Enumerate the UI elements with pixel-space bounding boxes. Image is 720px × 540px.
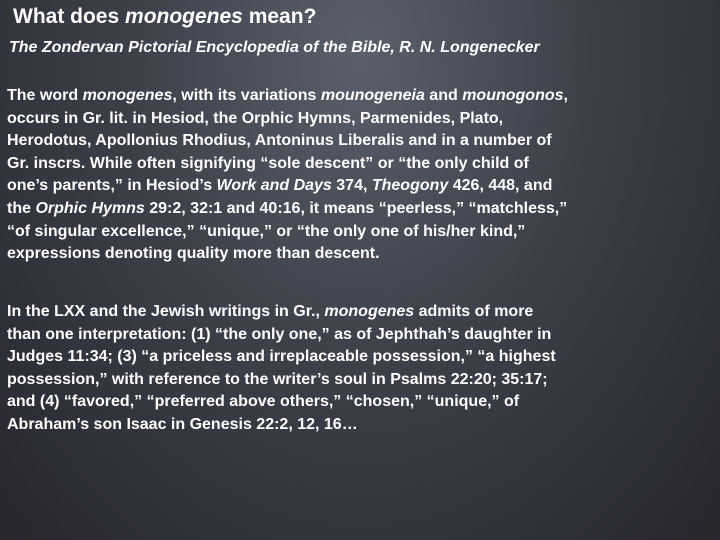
text-run: the [7,199,36,217]
title-orphic-hymns: Orphic Hymns [35,199,145,217]
text-run: , [563,87,568,104]
para2-line-1 [7,301,715,324]
para1-line-3: Herodotus, Apollonius Rhodius, Antoninus Liberalis and in a number of [7,132,552,150]
text-run: 29:2, 32:1 and 40:16, it means “peerless,” “matchless,” [144,199,568,217]
para1-line-6 [7,198,715,221]
para1-line-5 [7,175,715,198]
para1-line-4: Gr. inscrs. While often signifying “sole descent” or “the only child of [7,154,529,172]
paragraph-1 [7,85,715,266]
source-citation: The Zondervan Pictorial Encyclopedia of the Bible, R. N. Longenecker [9,39,540,56]
text-run: one’s parents,” in Hesiod’s [7,177,217,195]
para2-line-3: Judges 11:34; (3) “a priceless and irreplaceable possession,” “a highest [7,348,556,366]
term-mounogonos: mounogonos [462,87,564,104]
title-pre: What does [13,5,126,28]
text-run: , with its variations [172,87,321,104]
para2-line-6: Abraham’s son Isaac in Genesis 22:2, 12, 16… [7,415,358,433]
para1-line-8: expressions denoting quality more than descent. [7,245,380,263]
paragraph-2 [7,301,715,437]
para2-line-5: and (4) “favored,” “preferred above others,” “chosen,” “unique,” of [7,393,520,411]
title-work-and-days: Work and Days [216,177,332,195]
para1-line-7: “of singular excellence,” “unique,” or “the only one of his/her kind,” [7,222,526,240]
para2-line-4: possession,” with reference to the writer’s soul in Psalms 22:20; 35:17; [7,370,548,388]
title-post: mean? [242,5,317,28]
term-mounogeneia: mounogeneia [320,87,425,104]
para2-line-2: than one interpretation: (1) “the only one,” as of Jephthah’s daughter in [7,325,552,343]
text-run: 426, 448, and [448,177,553,195]
text-run: In the LXX and the Jewish writings in Gr., [7,303,325,320]
text-run: 374, [331,177,372,195]
text-run: and [424,87,463,104]
slide-title [13,4,316,30]
term-monogenes: monogenes [324,303,415,320]
term-monogenes: monogenes [82,87,173,104]
para1-line-1 [7,85,715,108]
text-run: admits of more [414,303,534,320]
title-term: monogenes [125,5,243,28]
para1-line-2: occurs in Gr. lit. in Hesiod, the Orphic Hymns, Parmenides, Plato, [7,109,504,127]
title-theogony: Theogony [371,177,449,195]
text-run: The word [7,87,83,104]
